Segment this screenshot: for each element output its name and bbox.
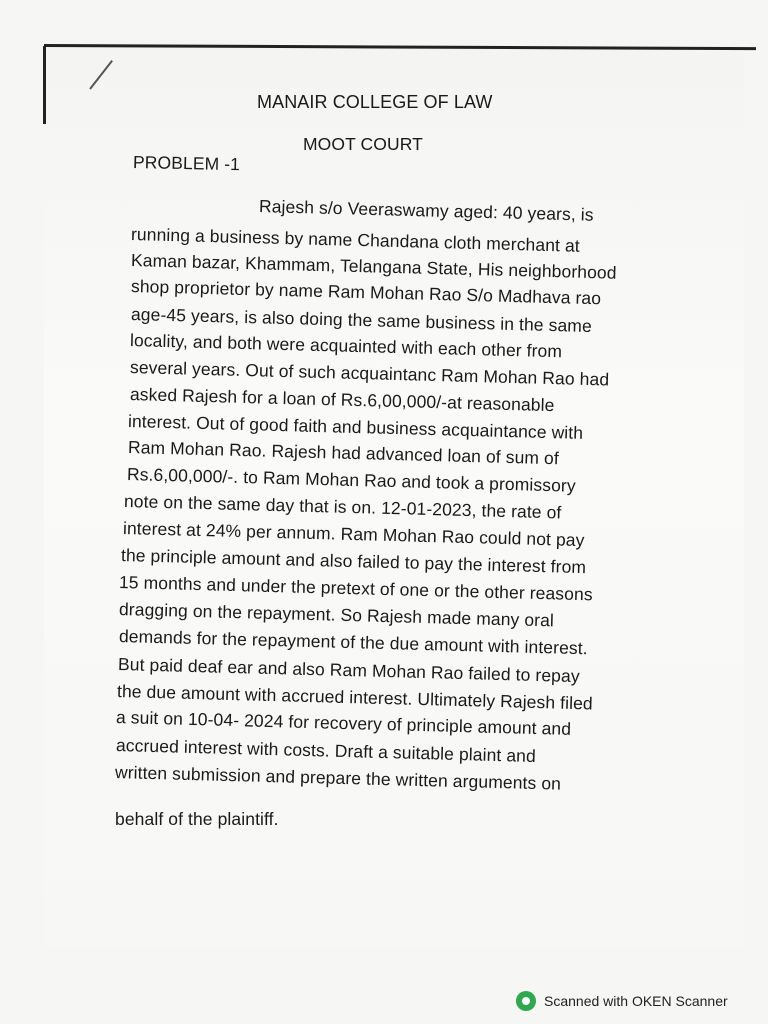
body-line-11: Rs.6,00,000/-. to Ram Mohan Rao and took a promissory xyxy=(126,464,576,496)
body-line-18: But paid deaf ear and also Ram Mohan Rao failed to repay xyxy=(117,654,580,687)
problem-label: PROBLEM -1 xyxy=(132,152,241,175)
body-line-5: age-45 years, is also doing the same business in the same xyxy=(130,304,593,337)
college-title: MANAIR COLLEGE OF LAW xyxy=(257,92,493,112)
body-line-2: running a business by name Chandana cloth merchant at xyxy=(130,224,581,256)
body-line-23: behalf of the plaintiff. xyxy=(115,809,279,829)
body-line-4: shop proprietor by name Ram Mohan Rao S/o Madhava rao xyxy=(130,276,602,309)
body-line-19: the due amount with accrued interest. Ultimately Rajesh filed xyxy=(116,681,594,714)
sheet-left-border xyxy=(43,46,46,124)
body-line-3: Kaman bazar, Khammam, Telangana State, His neighborhood xyxy=(130,250,617,283)
body-line-6: locality, and both were acquainted with each other from xyxy=(129,330,563,362)
body-line-20: a suit on 10-04- 2024 for recovery of principle amount and xyxy=(115,707,572,739)
body-line-7: several years. Out of such acquaintanc Ram Mohan Rao had xyxy=(129,357,610,390)
body-line-16: dragging on the repayment. So Rajesh made many oral xyxy=(118,599,555,631)
scanner-watermark-text: Scanned with OKEN Scanner xyxy=(544,993,728,1009)
body-line-9: interest. Out of good faith and business acquaintance with xyxy=(127,411,584,443)
body-line-17: demands for the repayment of the due amount with interest. xyxy=(118,626,588,659)
body-line-8: asked Rajesh for a loan of Rs.6,00,000/-at reasonable xyxy=(129,384,555,416)
body-line-10: Ram Mohan Rao. Rajesh had advanced loan of sum of xyxy=(127,437,560,469)
moot-court-heading: MOOT COURT xyxy=(303,134,423,154)
body-line-22: written submission and prepare the written arguments on xyxy=(114,762,562,794)
body-line-12: note on the same day that is on. 12-01-2023, the rate of xyxy=(123,491,562,523)
body-line-15: 15 months and under the pretext of one or the other reasons xyxy=(118,572,593,605)
body-line-13: interest at 24% per annum. Ram Mohan Rao could not pay xyxy=(122,518,585,551)
body-line-14: the principle amount and also failed to pay the interest from xyxy=(120,545,587,578)
scanner-watermark xyxy=(516,990,728,1012)
oken-scanner-logo-icon xyxy=(516,991,536,1011)
body-line-21: accrued interest with costs. Draft a suitable plaint and xyxy=(115,735,537,766)
body-line-1: Rajesh s/o Veeraswamy aged: 40 years, is xyxy=(258,196,594,225)
